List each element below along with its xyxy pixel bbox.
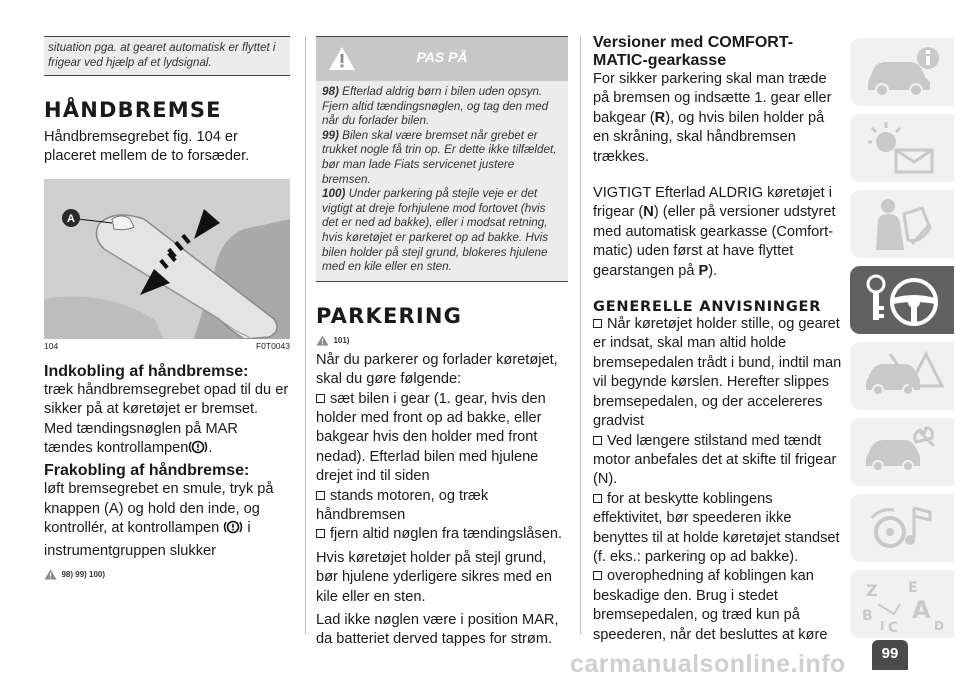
svg-text:A: A bbox=[912, 596, 931, 624]
handbrake-figure bbox=[44, 179, 290, 339]
svg-text:Z: Z bbox=[866, 581, 878, 600]
checkbox-bullet-icon bbox=[593, 571, 602, 580]
svg-text:B: B bbox=[862, 608, 873, 624]
chapter-sidebar bbox=[850, 38, 954, 646]
sidebar-tab-warning-lights[interactable] bbox=[850, 114, 954, 182]
parking-para-1: Hvis køretøjet holder på stejl grund, bør hjulene yderligere sikres med en kile eller en sten. bbox=[316, 549, 553, 605]
figure-code: F0T0043 bbox=[255, 340, 290, 351]
warning-title: PAS PÅ bbox=[416, 49, 468, 65]
general-heading: GENERELLE ANVISNINGER bbox=[593, 299, 822, 316]
continued-note: situation pga. at gearet automatisk er flyttet i frigear ved hjælp af et lydsignal. bbox=[44, 36, 290, 76]
parking-para-2: Lad ikke nøglen være i position MAR, da batteriet derved tappes for strøm. bbox=[316, 612, 559, 648]
figure-callout-a: A bbox=[67, 212, 75, 225]
warning-item: 99) Bilen skal være bremset når grebet er trukket nogle få trin op. Er dette ikke tilfældet, bør man lade Fiats servicenet justere bremsen. bbox=[322, 128, 557, 186]
general-bullet: for at beskytte koblingens effektivitet, bør speederen ikke benyttes til at holde køretøjet standset (f. eks.: parkering op ad bakke). bbox=[593, 490, 840, 565]
warning-box-body bbox=[316, 81, 568, 282]
column-divider bbox=[580, 36, 581, 634]
svg-text:D: D bbox=[934, 619, 944, 633]
parking-bullet: fjern altid nøglen fra tændingslåsen. bbox=[316, 525, 568, 544]
watermark: carmanualsonline.info bbox=[570, 650, 846, 678]
section-heading-parkering: PARKERING bbox=[316, 303, 463, 328]
warning-lights-icon bbox=[860, 118, 944, 178]
engage-text: træk håndbremsegrebet opad til du er sikker på at køretøjet er bremset. Med tændingsnøglen på MAR tændes kontrollampen . bbox=[44, 381, 290, 462]
checkbox-bullet-icon bbox=[593, 319, 602, 328]
sidebar-tab-emergency[interactable] bbox=[850, 342, 954, 410]
general-bullet: Når køretøjet holder stille, og gearet er indsat, skal man altid holde bremsepedalen trådt i bund, indtil man vil begynde kørslen. Herefter slippes bremsepedalen, og der accelereres gradvist bbox=[593, 316, 842, 430]
warning-refs: 98) 99) 100) bbox=[44, 564, 290, 585]
emergency-icon bbox=[860, 346, 944, 406]
checkbox-bullet-icon bbox=[316, 394, 325, 403]
checkbox-bullet-icon bbox=[316, 491, 325, 500]
checkbox-bullet-icon bbox=[593, 494, 602, 503]
svg-text:I: I bbox=[880, 619, 885, 633]
comfortmatic-heading: Versioner med COMFORT-MATIC-gearkasse bbox=[593, 34, 794, 69]
general-bullet: overophedning af koblingen kan beskadige den. Brug i stedet bremsepedalen, og træd kun på speederen, når det besluttes at køre bbox=[593, 568, 828, 643]
engage-heading: Indkobling af håndbremse: bbox=[44, 362, 249, 380]
sidebar-tab-multimedia[interactable] bbox=[850, 494, 954, 562]
svg-text:C: C bbox=[888, 620, 899, 634]
sidebar-tab-car-info[interactable] bbox=[850, 38, 954, 106]
release-heading: Frakobling af håndbremse: bbox=[44, 462, 250, 480]
brake-warning-icon bbox=[223, 519, 243, 541]
figure-caption bbox=[44, 341, 290, 351]
maintenance-icon bbox=[860, 422, 944, 482]
page-number: 99 bbox=[872, 640, 908, 670]
sidebar-tab-safety[interactable] bbox=[850, 190, 954, 258]
parking-ref: 101) bbox=[316, 330, 568, 351]
brake-warning-icon bbox=[188, 439, 208, 461]
handbrake-intro: Håndbremsegrebet fig. 104 er placeret mellem de to forsæder. bbox=[44, 129, 250, 165]
sidebar-tab-index[interactable] bbox=[850, 570, 954, 638]
column-divider bbox=[305, 36, 306, 634]
warning-triangle-icon bbox=[44, 567, 57, 585]
column-1 bbox=[44, 0, 290, 585]
release-text: løft bremsegrebet en smule, tryk på knappen (A) og hold den inde, og kontrollér, at kontrollampen i instrumentgruppen slukker bbox=[44, 481, 274, 559]
general-bullet: Ved længere stilstand med tændt motor anbefales det at skifte til frigear (N). bbox=[593, 432, 837, 488]
starting-driving-icon bbox=[860, 270, 944, 330]
parking-bullet: sæt bilen i gear (1. gear, hvis den holder med front op ad bakke, eller bakgear hvis den holder med front nedad). Efterlad bilen med hjulene drejet ind til siden bbox=[316, 390, 546, 485]
warning-box bbox=[316, 36, 568, 282]
warning-item: 100) Under parkering på stejle veje er det vigtigt at dreje forhjulene mod fortovet (hvis det er ned ad bakke), eller i modsat retning, hvis køretøjet er parkeret op ad bakke. Hvis bilen holder på stejl grund, blokeres hjulene med en kile eller en sten. bbox=[322, 187, 549, 274]
parking-bullet: stands motoren, og træk håndbremsen bbox=[316, 487, 489, 523]
warning-triangle-icon bbox=[316, 333, 329, 351]
section-heading-handbremse: HÅNDBREMSE bbox=[44, 98, 222, 122]
warning-box-header bbox=[316, 36, 568, 81]
sidebar-tab-maintenance[interactable] bbox=[850, 418, 954, 486]
warning-item: 98) Efterlad aldrig børn i bilen uden opsyn. Fjern altid tændingsnøglen, og tag den med når du forlader bilen. bbox=[322, 85, 549, 128]
column-3 bbox=[593, 0, 843, 645]
index-icon bbox=[860, 574, 944, 634]
checkbox-bullet-icon bbox=[593, 436, 602, 445]
car-info-icon bbox=[860, 42, 944, 102]
safety-icon bbox=[860, 194, 944, 254]
figure-number: 104 bbox=[44, 340, 59, 351]
multimedia-icon bbox=[860, 498, 944, 558]
svg-text:E: E bbox=[908, 580, 918, 596]
checkbox-bullet-icon bbox=[316, 529, 325, 538]
parking-intro: Når du parkerer og forlader køretøjet, skal du gøre følgende: bbox=[316, 351, 558, 388]
comfortmatic-para-2: VIGTIGT Efterlad ALDRIG køretøjet i frigear (N) (eller på versioner udstyret med automatisk gearkasse (Comfort-matic) uden først at have flyttet gearstangen på P). bbox=[593, 185, 836, 279]
sidebar-tab-starting-driving[interactable] bbox=[850, 266, 954, 334]
comfortmatic-para-1: For sikker parkering skal man træde på bremsen og indsætte 1. gear eller bakgear (R), og hvis bilen holder på en skråning, skal håndbremsen trækkes. bbox=[593, 71, 832, 165]
column-2 bbox=[316, 0, 568, 650]
